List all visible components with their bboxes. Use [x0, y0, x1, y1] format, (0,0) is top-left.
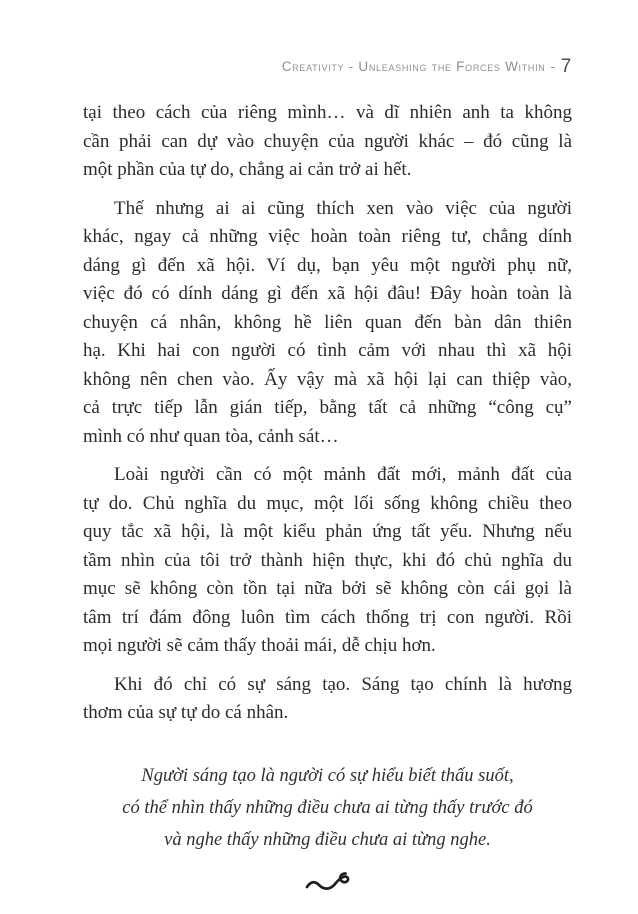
- page-number: 7: [560, 56, 572, 77]
- running-header: [0, 56, 572, 78]
- text-line: tại theo cách của riêng mình… và dĩ nhiên anh ta không: [83, 102, 572, 123]
- quote-line: Người sáng tạo là người có sự hiểu biết thấu suốt,: [141, 765, 514, 786]
- header-separator: -: [550, 59, 556, 74]
- running-header-title: Creativity - Unleashing the Forces Within: [281, 59, 546, 74]
- text-line: quy tắc xã hội, là một kiểu phản ứng tất yếu. Nhưng nếu: [83, 521, 572, 542]
- text-line: dáng gì đến xã hội. Ví dụ, bạn yêu một người phụ nữ,: [83, 254, 572, 276]
- body-text: [83, 99, 572, 904]
- text-line: Loài người cần có một mảnh đất mới, mảnh đất của: [114, 464, 572, 485]
- text-line: tầm nhìn của tôi trở thành hiện thực, khi đó chủ nghĩa du: [83, 549, 572, 571]
- flourish-icon: [304, 879, 352, 900]
- text-line: Khi đó chỉ có sự sáng tạo. Sáng tạo chính là hương: [114, 673, 572, 695]
- quote-line: có thể nhìn thấy những điều chưa ai từng thấy trước đó: [122, 797, 533, 818]
- text-line: mục sẽ không còn tồn tại nữa bởi sẽ không còn cái gọi là: [83, 578, 572, 599]
- text-line: tâm trí đám đông luôn tìm cách thống trị con người. Rồi: [83, 606, 572, 628]
- epigraph-quote: [83, 760, 572, 856]
- text-line: Thế nhưng ai ai cũng thích xen vào việc của người: [114, 197, 572, 219]
- paragraph-3: [83, 461, 572, 661]
- text-line: hạ. Khi hai con người có tình cảm với nhau thì xã hội: [83, 340, 572, 361]
- text-line: một phần của tự do, chẳng ai cản trở ai hết.: [83, 159, 412, 180]
- section-ornament: [83, 869, 572, 905]
- text-line: tự do. Chủ nghĩa du mục, một lối sống không chiều theo: [83, 492, 572, 514]
- text-line: cần phải can dự vào chuyện của người khác – đó cũng là: [83, 130, 572, 152]
- quote-line: và nghe thấy những điều chưa ai từng nghe.: [164, 829, 491, 850]
- paragraph-2: [83, 195, 572, 452]
- paragraph-4: [83, 671, 572, 728]
- paragraph-1: [83, 99, 572, 185]
- text-line: không nên chen vào. Ấy vậy mà xã hội lại can thiệp vào,: [83, 368, 572, 390]
- text-line: mình có như quan tòa, cảnh sát…: [83, 425, 339, 447]
- text-line: mọi người sẽ cảm thấy thoải mái, dễ chịu hơn.: [83, 635, 436, 656]
- text-line: việc đó có dính dáng gì đến xã hội đâu! Đây hoàn toàn là: [83, 283, 572, 304]
- text-line: chuyện cá nhân, không hề liên quan đến bàn dân thiên: [83, 311, 572, 333]
- text-line: khác, ngay cả những việc hoàn toàn riêng tư, chẳng dính: [83, 226, 572, 247]
- text-line: cả trực tiếp lẫn gián tiếp, bằng tất cả những “công cụ”: [83, 397, 572, 418]
- text-line: thơm của sự tự do cá nhân.: [83, 702, 289, 723]
